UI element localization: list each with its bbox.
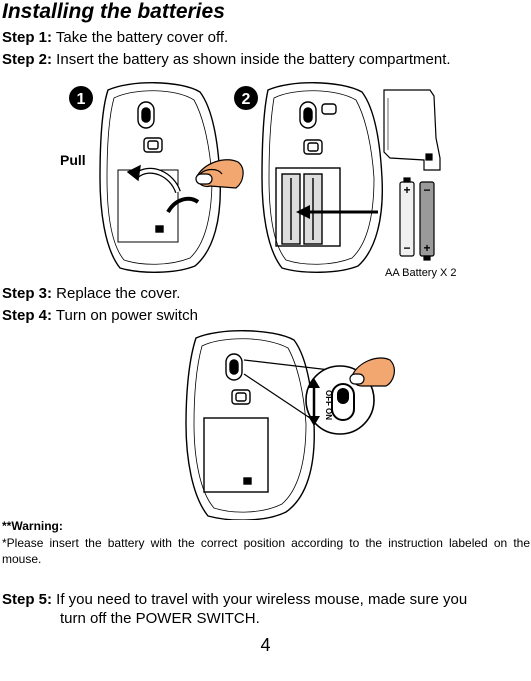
finger-icon-2 bbox=[350, 358, 394, 386]
step-2-label: Step 2: bbox=[2, 51, 53, 68]
step-2-text: Insert the battery as shown inside the battery compartment. bbox=[52, 51, 451, 68]
step-2 bbox=[2, 51, 451, 69]
step-5-text-line2: turn off the POWER SWITCH. bbox=[60, 610, 260, 627]
step-1-label: Step 1: bbox=[2, 29, 53, 46]
warning-text: *Please insert the battery with the correct position according to the instruction labeled on the mouse. bbox=[2, 536, 530, 566]
svg-text:−: − bbox=[423, 183, 431, 197]
step-4 bbox=[2, 307, 198, 325]
power-switch-illustration bbox=[0, 328, 531, 520]
svg-text:−: − bbox=[403, 241, 411, 255]
svg-text:+: + bbox=[403, 183, 411, 197]
battery-cover-icon bbox=[384, 90, 440, 170]
mouse-underside-2 bbox=[262, 83, 382, 273]
page-title: Installing the batteries bbox=[2, 0, 225, 23]
switch-on-label: ON bbox=[324, 408, 333, 420]
badge-1-icon bbox=[69, 86, 93, 110]
battery-install-illustration bbox=[0, 78, 531, 282]
step-3 bbox=[2, 285, 180, 303]
aa-battery-icon-2 bbox=[420, 182, 434, 260]
step-5-text-line1: If you need to travel with your wireless mouse, made sure you bbox=[52, 591, 468, 608]
svg-text:+: + bbox=[423, 241, 431, 255]
warning-heading: **Warning: bbox=[2, 519, 63, 533]
step-3-text: Replace the cover. bbox=[52, 285, 181, 302]
step-4-text: Turn on power switch bbox=[52, 307, 198, 324]
badge-2-icon bbox=[234, 86, 258, 110]
battery-caption: AA Battery X 2 bbox=[385, 267, 457, 279]
step-4-label: Step 4: bbox=[2, 307, 53, 324]
step-5-label: Step 5: bbox=[2, 591, 53, 608]
step-3-label: Step 3: bbox=[2, 285, 53, 302]
badge-1-text: 1 bbox=[76, 91, 86, 108]
figure-battery-install bbox=[0, 78, 531, 282]
step-1 bbox=[2, 29, 228, 47]
pull-label: Pull bbox=[60, 152, 86, 168]
aa-battery-icon-1 bbox=[400, 178, 414, 256]
badge-2-text: 2 bbox=[241, 91, 251, 108]
step-1-text: Take the battery cover off. bbox=[52, 29, 229, 46]
page-number: 4 bbox=[260, 635, 271, 655]
figure-power-switch bbox=[0, 328, 531, 520]
switch-off-label: OFF bbox=[324, 390, 333, 406]
step-5 bbox=[2, 590, 530, 628]
mouse-underside-3 bbox=[186, 331, 314, 520]
